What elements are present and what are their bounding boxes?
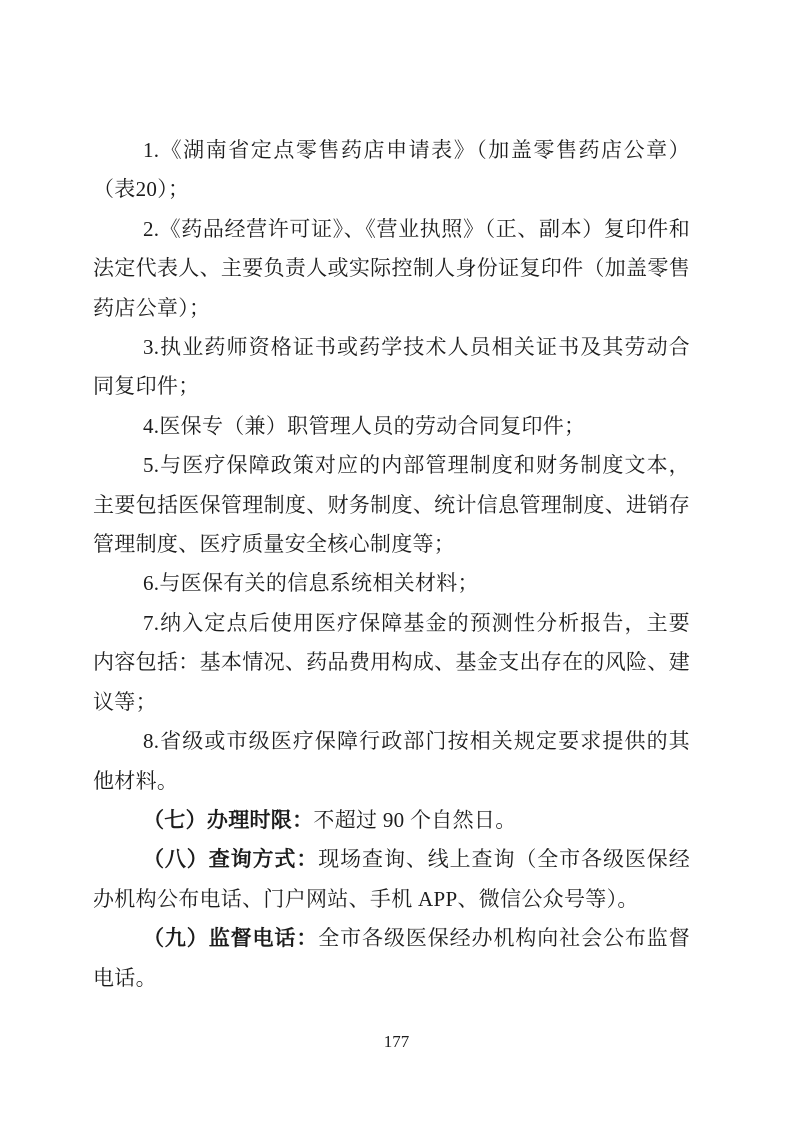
body-text: 不超过 90 个自然日。 (313, 807, 517, 832)
paragraph (93, 328, 690, 407)
paragraph (93, 801, 690, 840)
page-number: 177 (383, 1032, 410, 1051)
body-text: 6.与医保有关的信息系统相关材料； (143, 571, 479, 596)
body-text: 全市各级医保经办机构向社会公布监督电话。 (93, 926, 690, 990)
body-text: 7.纳入定点后使用医疗保障基金的预测性分析报告，主要内容包括：基本情况、药品费用构成、基金支出存在的风险、建议等； (93, 610, 690, 714)
paragraph (93, 564, 690, 603)
body-text: 5.与医疗保障政策对应的内部管理制度和财务制度文本，主要包括医保管理制度、财务制度、统计信息管理制度、进销存管理制度、医疗质量安全核心制度等； (93, 453, 690, 557)
paragraph (93, 840, 690, 919)
body-text: 3.执业药师资格证书或药学技术人员相关证书及其劳动合同复印件； (93, 335, 690, 399)
body-text: 4.医保专（兼）职管理人员的劳动合同复印件； (143, 413, 586, 438)
paragraph (93, 131, 690, 210)
section-heading-label: （九）监督电话： (143, 926, 319, 951)
paragraph (93, 919, 690, 998)
body-text: 1.《湖南省定点零售药店申请表》（加盖零售药店公章）（表20）； (93, 138, 690, 202)
section-heading-label: （七）办理时限： (143, 807, 314, 832)
paragraph (93, 446, 690, 564)
document-body (93, 131, 690, 998)
body-text: 8.省级或市级医疗保障行政部门按相关规定要求提供的其他材料。 (93, 729, 690, 793)
paragraph (93, 210, 690, 328)
body-text: 2.《药品经营许可证》、《营业执照》（正、副本）复印件和法定代表人、主要负责人或实际控制人身份证复印件（加盖零售药店公章）； (93, 216, 690, 320)
paragraph (93, 604, 690, 722)
section-heading-label: （八）查询方式： (143, 847, 319, 872)
body-text: 现场查询、线上查询（全市各级医保经办机构公布电话、门户网站、手机 APP、微信公众号等）。 (93, 847, 690, 911)
paragraph (93, 722, 690, 801)
paragraph (93, 407, 690, 446)
